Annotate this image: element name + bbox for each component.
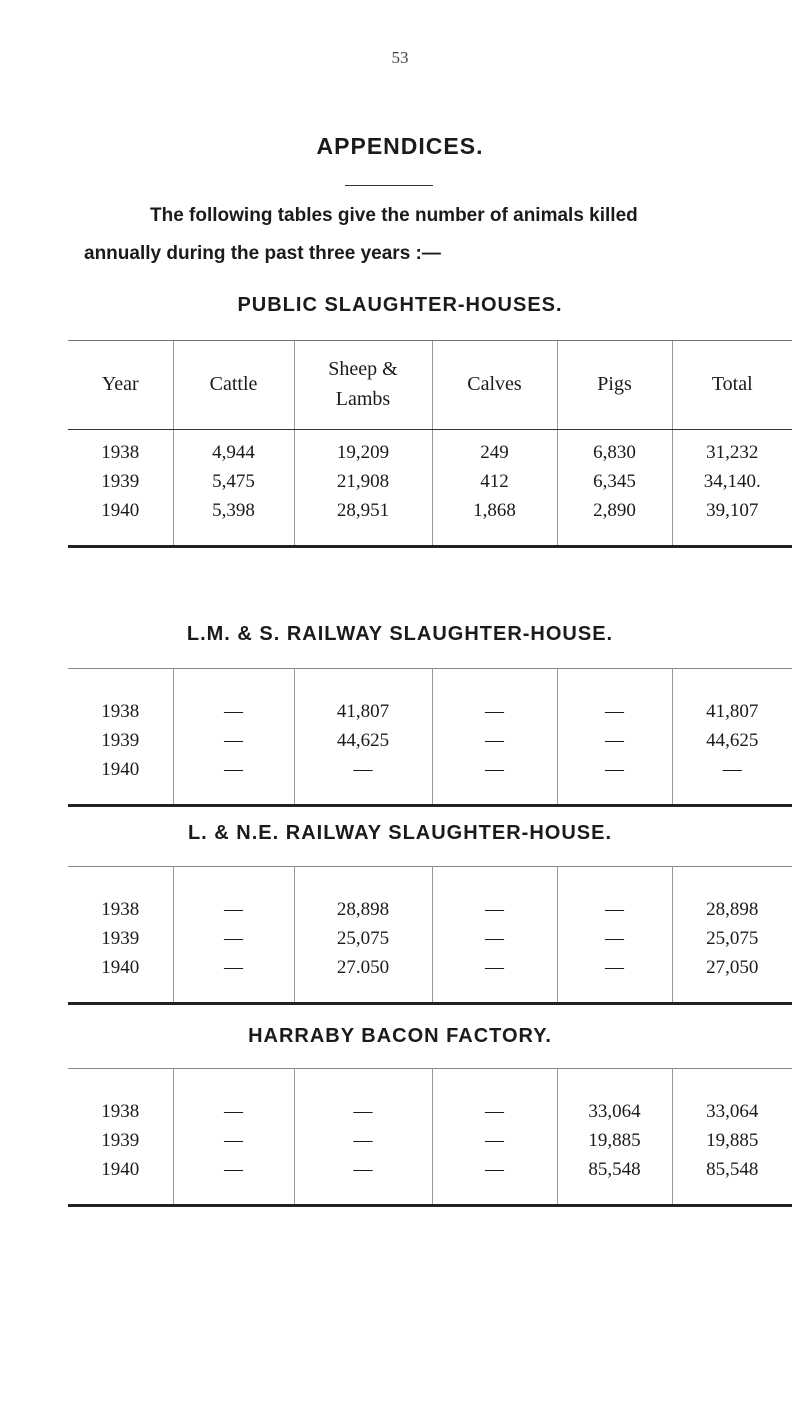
cell-pigs: — [557,669,672,727]
cell-total: 44,625 [672,726,792,755]
page-title: APPENDICES. [316,133,484,159]
cell-sheep-lambs: — [294,1155,432,1206]
cell-pigs: 19,885 [557,1126,672,1155]
cell-year: 1939 [101,1130,140,1151]
cell-cattle: — [173,755,294,806]
cell-pigs: — [557,924,672,953]
table-row [68,1069,792,1127]
table-row [68,1126,792,1155]
header-sheep-lambs [294,341,432,430]
table-row [68,496,792,547]
header-total: Total [672,341,792,430]
cell-total: 28,898 [672,867,792,925]
cell-sheep-lambs: 27.050 [294,953,432,1004]
cell-calves: 1,868 [432,496,557,547]
cell-cattle: — [173,867,294,925]
cell-calves: 412 [432,467,557,496]
header-year: Year [68,341,173,430]
cell-year: 1938 [101,442,140,463]
intro-text-line-2: annually during the past three years :— [84,243,441,264]
cell-total: 31,232 [672,430,792,468]
section-title-public-slaughter-houses: PUBLIC SLAUGHTER-HOUSES. [237,294,563,316]
cell-total: 41,807 [672,669,792,727]
header-lambs: Lambs [335,388,391,410]
cell-total: 39,107 [672,496,792,547]
cell-pigs: 2,890 [557,496,672,547]
table-harraby-bacon-factory [68,1068,792,1207]
section-title-lms-railway: L.M. & S. RAILWAY SLAUGHTER-HOUSE. [186,623,614,645]
cell-total: — [672,755,792,806]
cell-calves: — [432,755,557,806]
cell-calves: — [432,924,557,953]
table-row [68,867,792,925]
table-row [68,953,792,1004]
cell-year: 1938 [101,701,140,722]
cell-total: 85,548 [672,1155,792,1206]
cell-cattle: 5,398 [173,496,294,547]
cell-pigs: 6,830 [557,430,672,468]
cell-year: 1939 [101,730,140,751]
cell-sheep-lambs: 25,075 [294,924,432,953]
cell-pigs: — [557,953,672,1004]
cell-total: 33,064 [672,1069,792,1127]
table-lms-railway [68,668,792,807]
cell-year: 1940 [101,1159,140,1180]
cell-cattle: — [173,1069,294,1127]
cell-calves: — [432,1126,557,1155]
page-number: 53 [391,48,409,67]
cell-sheep-lambs: 28,951 [294,496,432,547]
table-row [68,467,792,496]
title-divider [345,185,433,186]
cell-cattle: 4,944 [173,430,294,468]
table-row [68,924,792,953]
cell-year: 1940 [101,759,140,780]
cell-sheep-lambs: — [294,755,432,806]
cell-cattle: — [173,924,294,953]
cell-calves: — [432,726,557,755]
table-row [68,755,792,806]
section-title-harraby-bacon-factory: HARRABY BACON FACTORY. [248,1025,552,1047]
cell-calves: — [432,1155,557,1206]
cell-calves: — [432,953,557,1004]
cell-calves: 249 [432,430,557,468]
table-public-slaughter-houses [68,340,792,548]
cell-total: 34,140. [672,467,792,496]
header-pigs: Pigs [557,341,672,430]
cell-calves: — [432,669,557,727]
cell-sheep-lambs: 41,807 [294,669,432,727]
cell-cattle: — [173,1155,294,1206]
cell-cattle: — [173,726,294,755]
cell-pigs: — [557,867,672,925]
cell-cattle: 5,475 [173,467,294,496]
intro-text-line-1: The following tables give the number of animals killed [150,205,638,226]
cell-sheep-lambs: 44,625 [294,726,432,755]
header-sheep: Sheep & [328,358,398,380]
table-header-row [68,341,792,430]
cell-calves: — [432,1069,557,1127]
cell-year: 1940 [101,957,140,978]
cell-sheep-lambs: 19,209 [294,430,432,468]
cell-year: 1939 [101,471,140,492]
cell-year: 1939 [101,928,140,949]
header-calves: Calves [432,341,557,430]
cell-total: 19,885 [672,1126,792,1155]
cell-calves: — [432,867,557,925]
table-row [68,669,792,727]
cell-pigs: 85,548 [557,1155,672,1206]
cell-year: 1938 [101,1101,140,1122]
table-row [68,726,792,755]
cell-pigs: 6,345 [557,467,672,496]
cell-total: 27,050 [672,953,792,1004]
cell-sheep-lambs: 28,898 [294,867,432,925]
cell-sheep-lambs: — [294,1126,432,1155]
cell-year: 1938 [101,899,140,920]
cell-sheep-lambs: — [294,1069,432,1127]
cell-total: 25,075 [672,924,792,953]
cell-year: 1940 [101,500,140,521]
table-row [68,1155,792,1206]
cell-cattle: — [173,669,294,727]
cell-cattle: — [173,953,294,1004]
cell-cattle: — [173,1126,294,1155]
header-cattle: Cattle [173,341,294,430]
cell-pigs: 33,064 [557,1069,672,1127]
section-title-lne-railway: L. & N.E. RAILWAY SLAUGHTER-HOUSE. [187,822,613,844]
cell-pigs: — [557,755,672,806]
table-lne-railway [68,866,792,1005]
cell-pigs: — [557,726,672,755]
cell-sheep-lambs: 21,908 [294,467,432,496]
table-row [68,430,792,468]
